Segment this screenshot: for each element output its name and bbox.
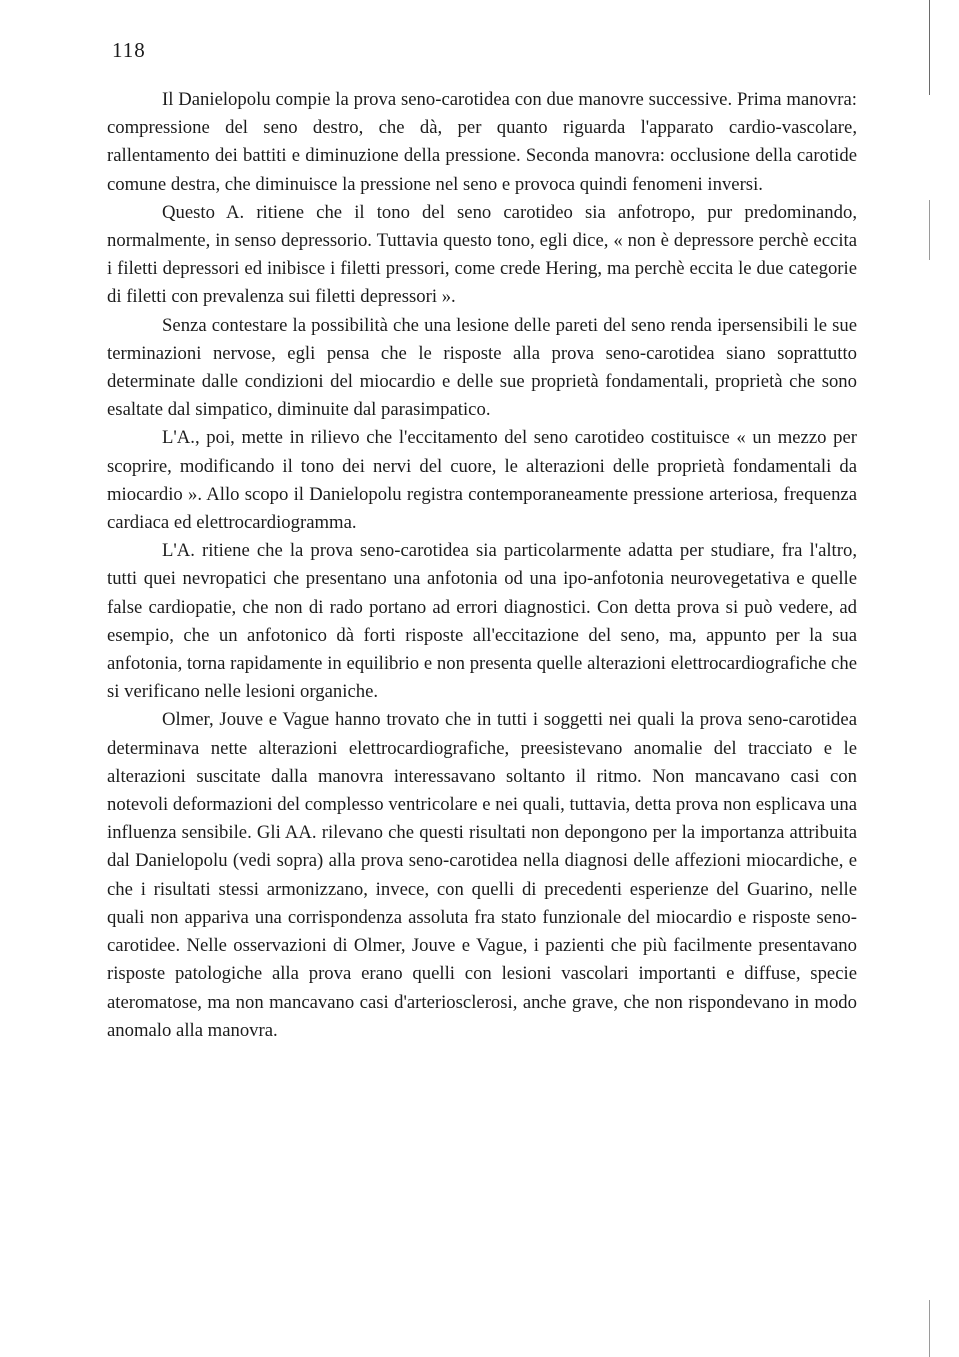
- page-number: 118: [112, 38, 146, 62]
- paragraph-2: Questo A. ritiene che il tono del seno carotideo sia anfotropo, pur predominando, normalmente, in senso depressorio. Tuttavia questo tono, egli dice, « non è depressore perchè eccita i filetti depressori ed inibisce i filetti pressori, come crede Hering, ma perchè eccita le due categorie di filetti con prevalenza sui filetti depressori ».: [107, 201, 857, 308]
- paragraph-6: Olmer, Jouve e Vague hanno trovato che in tutti i soggetti nei quali la prova seno-carotidea determinava nette alterazioni elettrocardiografiche, preesistevano anomalie del tracciato e le alterazioni suscitate dalla manovra interessavano soltanto il ritmo. Non mancavano casi con notevoli deformazioni del complesso ventricolare e nei quali, tuttavia, detta prova non esplicava una influenza sensibile. Gli AA. rilevano che questi risultati non depongono per la importanza attribuita dal Danielopolu (vedi sopra) alla prova seno-carotidea nella diagnosi delle affezioni miocardiche, e che i risultati stessi armonizzano, invece, con quelli di precedenti esperienze del Guarino, nelle quali non appariva una corrispondenza assoluta fra stato funzionale del miocardio e risposte seno-carotidee. Nelle osservazioni di Olmer, Jouve e Vague, i pazienti che più facilmente presentavano risposte patologiche alla prova erano quelli con lesioni vascolari importanti e diffuse, specie ateromatose, ma non mancavano casi d'arteriosclerosi, anche grave, che non rispondevano in modo anomalo alla manovra.: [107, 709, 857, 1041]
- body-text: [107, 86, 857, 1045]
- scan-edge-line: [929, 1300, 930, 1357]
- paragraph-5: L'A. ritiene che la prova seno-carotidea sia particolarmente adatta per studiare, fra l'altro, tutti quei nevropatici che presentano una anfotonia od una ipo-anfotonia neurovegetativa e quelle false cardiopatie, che non di rado portano ad errori diagnostici. Con detta prova si può vedere, ad esempio, che un anfotonico dà forti risposte all'eccitazione del seno, ma, appunto per la sua anfotonia, torna rapidamente in equilibrio e non presenta quelle alterazioni elettrocardiografiche che si verificano nelle lesioni organiche.: [107, 540, 857, 703]
- scan-edge-line: [929, 200, 930, 260]
- paragraph-4: L'A., poi, mette in rilievo che l'eccitamento del seno carotideo costituisce « un mezzo per scoprire, modificando il tono dei nervi del cuore, le alterazioni delle proprietà fondamentali da miocardio ». Allo scopo il Danielopolu registra contemporaneamente pressione arteriosa, frequenza cardiaca ed elettrocardiogramma.: [107, 427, 857, 534]
- scan-edge-line: [929, 0, 930, 95]
- paragraph-1: Il Danielopolu compie la prova seno-carotidea con due manovre successive. Prima manovra: compressione del seno destro, che dà, per quanto riguarda l'apparato cardio-vascolare, rallentamento dei battiti e diminuzione della pressione. Seconda manovra: occlusione della carotide comune destra, che diminuisce la pressione nel seno e provoca quindi fenomeni inversi.: [107, 89, 857, 195]
- paragraph-3: Senza contestare la possibilità che una lesione delle pareti del seno renda ipersensibili le sue terminazioni nervose, egli pensa che le risposte alla prova seno-carotidea siano soprattutto determinate dalle condizioni del miocardio e delle sue proprietà fondamentali, proprietà che sono esaltate dal simpatico, diminuite dal parasimpatico.: [107, 314, 857, 421]
